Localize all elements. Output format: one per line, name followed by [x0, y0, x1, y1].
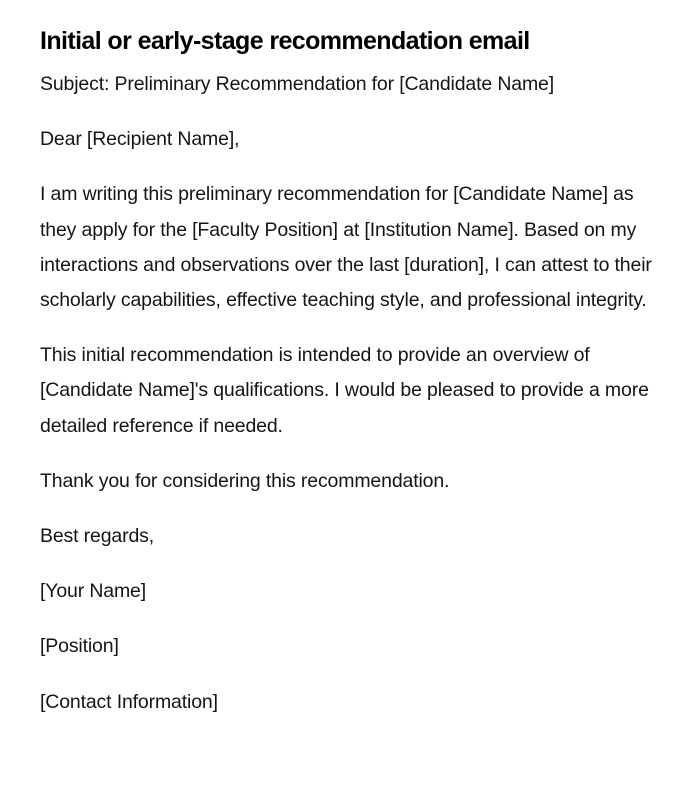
signature-position: [Position] [40, 635, 119, 658]
email-subject: Subject: Preliminary Recommendation for [Candidate Name] [40, 73, 555, 95]
body-paragraph-thanks: Thank you for considering this recommendation. [40, 469, 450, 492]
body-paragraph-intro: I am writing this preliminary recommendation for [Candidate Name] as they apply for the [Faculty Position] at [Institution Name]. Based on my interactions and observations over the last [duration], I can attest to their scholarly capabilities, effective teaching style, and professional integrity. [40, 183, 652, 312]
signature-contact: [Contact Information] [40, 690, 218, 713]
signature-name: [Your Name] [40, 580, 147, 603]
email-greeting: Dear [Recipient Name], [40, 128, 240, 151]
document-title: Initial or early-stage recommendation email [40, 27, 530, 55]
email-closing: Best regards, [40, 525, 155, 548]
body-paragraph-overview: This initial recommendation is intended to provide an overview of [Candidate Name]'s qualifications. I would be pleased to provide a more detailed reference if needed. [40, 344, 649, 437]
